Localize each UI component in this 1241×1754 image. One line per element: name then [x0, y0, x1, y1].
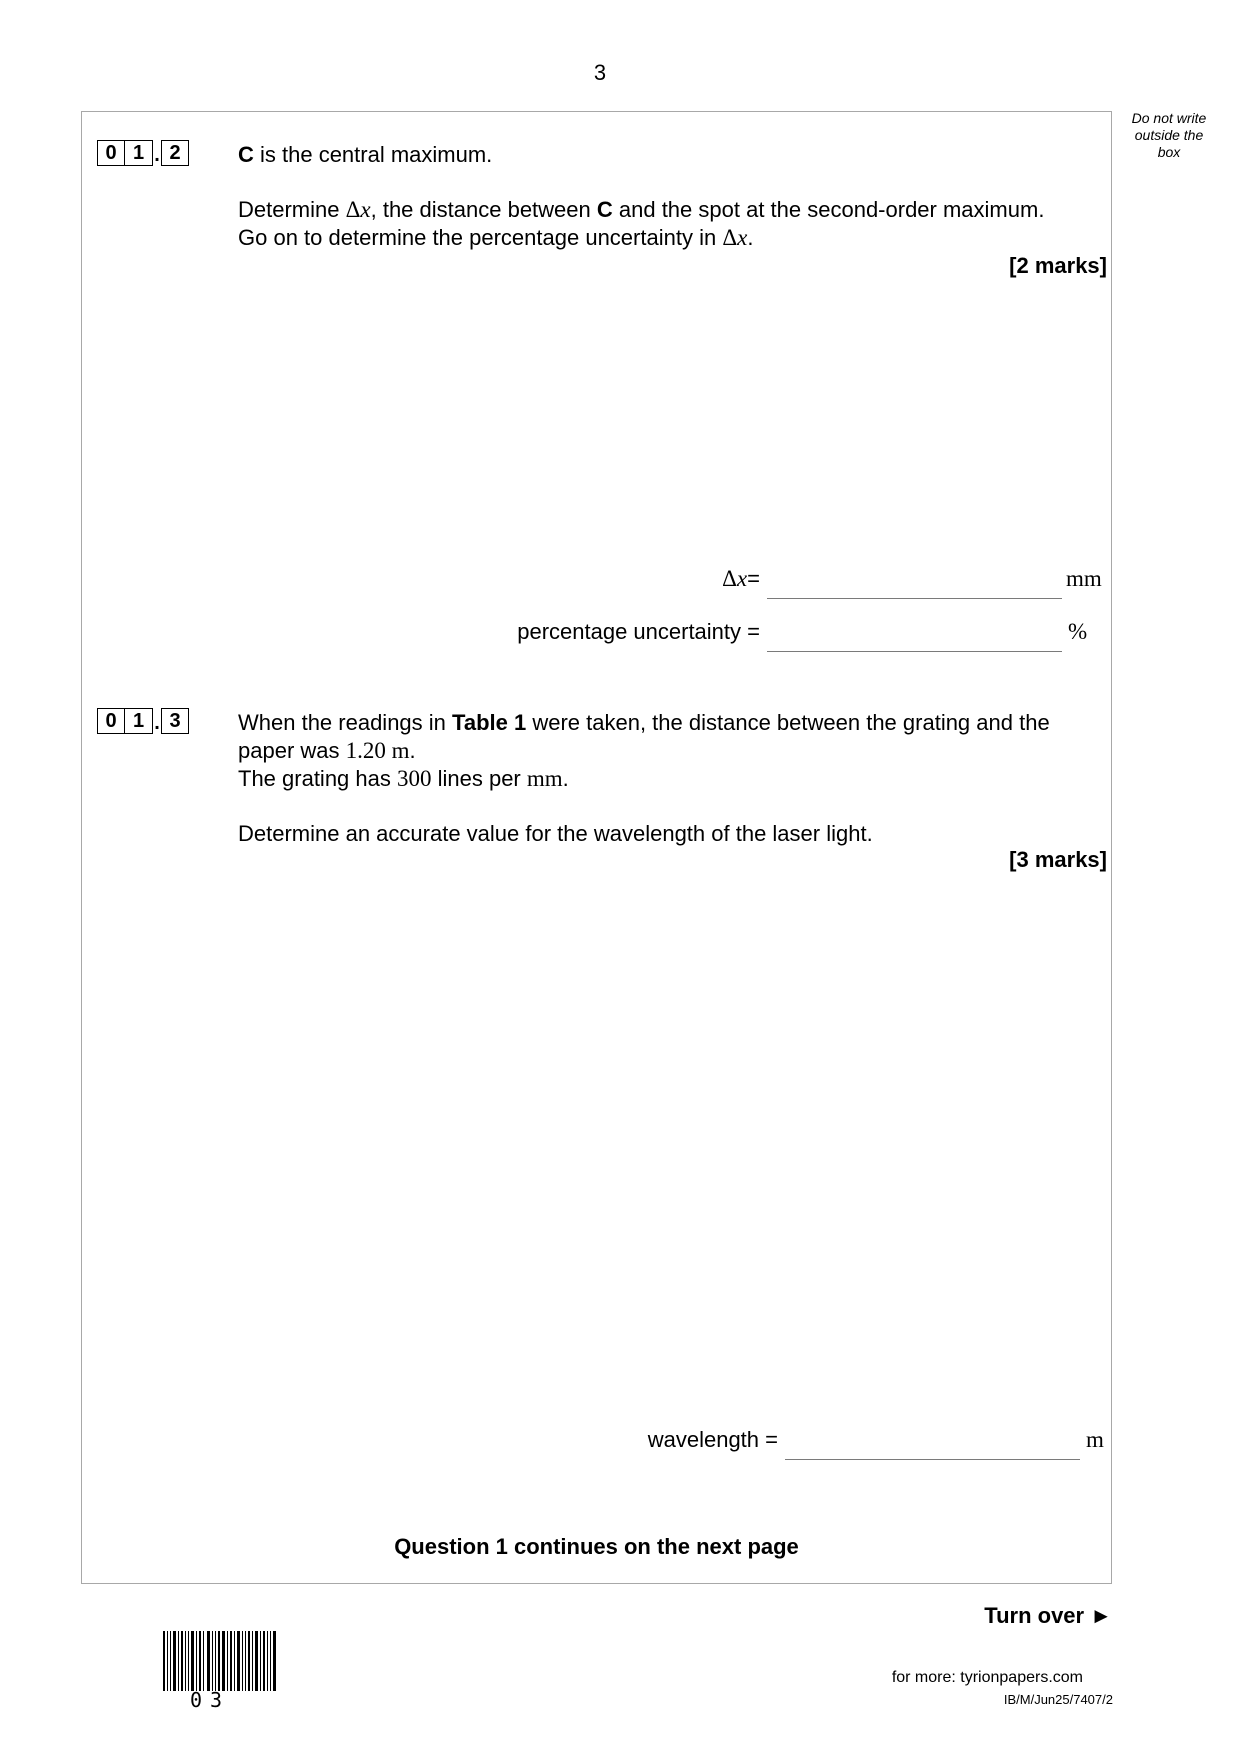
delta-x-label: [600, 566, 760, 592]
q013-text: paper was: [238, 738, 346, 763]
q012-delta: Δ: [722, 225, 738, 250]
delta-x-answer-line[interactable]: [767, 572, 1062, 599]
equals-text: =: [747, 566, 760, 591]
q013-text: were taken, the distance between the grating and the: [526, 710, 1050, 735]
delta-symbol: Δ: [722, 566, 737, 591]
q012-line-2: [238, 196, 1044, 224]
percentage-unit: %: [1068, 619, 1088, 644]
q013-text: lines per: [431, 766, 527, 791]
wavelength-label: wavelength =: [647, 1427, 778, 1452]
turn-over-label: Turn over ►: [984, 1603, 1112, 1628]
barcode-digits: 03: [190, 1688, 231, 1712]
q013-text: .: [562, 766, 569, 791]
q013-lines-value: 300: [396, 766, 432, 791]
question-digit: 3: [161, 708, 189, 734]
margin-note: [1128, 110, 1210, 161]
question-digit: 2: [161, 140, 189, 166]
page-number: 3: [593, 60, 607, 85]
q012-bold-c: C: [596, 197, 613, 222]
q013-text: The grating has: [238, 766, 397, 791]
question-digit: 0: [97, 140, 125, 166]
question-number-01-2: [97, 140, 189, 166]
source-note: for more: tyrionpapers.com: [891, 1669, 1083, 1686]
q012-delta: Δ: [345, 197, 361, 222]
q012-text: Go on to determine the percentage uncertainty in: [238, 225, 723, 250]
q012-bold-c: C: [238, 142, 254, 167]
question-dot: .: [154, 712, 160, 734]
q013-text: .: [409, 738, 416, 763]
percentage-uncertainty-label: percentage uncertainty =: [517, 619, 760, 644]
q012-text: , the distance between: [370, 197, 597, 222]
x-symbol: x: [736, 566, 748, 591]
margin-note-line: box: [1157, 144, 1181, 160]
question-dot: .: [154, 144, 160, 166]
question-number-01-3: [97, 708, 189, 734]
q012-x: x: [360, 197, 371, 222]
q012-text: .: [747, 225, 754, 250]
q012-x: x: [737, 225, 748, 250]
margin-note-line: Do not write: [1131, 110, 1207, 126]
q013-line-4: Determine an accurate value for the wavelength of the laser light.: [238, 821, 873, 846]
delta-x-unit: mm: [1066, 566, 1102, 591]
question-continues-note: Question 1 continues on the next page: [394, 1534, 799, 1559]
q013-line-2: [238, 737, 416, 765]
q012-marks: [2 marks]: [1009, 253, 1107, 278]
q012-line-1: [238, 141, 492, 169]
question-digit: 1: [125, 708, 153, 734]
q012-text: Determine: [238, 197, 346, 222]
q013-line-1: [238, 709, 1050, 737]
q012-text: is the central maximum.: [253, 142, 493, 167]
q013-distance-value: 1.20 m: [345, 738, 410, 763]
wavelength-unit: m: [1086, 1427, 1104, 1452]
barcode-image: [163, 1631, 277, 1691]
q013-unit: mm: [526, 766, 563, 791]
q013-marks: [3 marks]: [1009, 847, 1107, 872]
wavelength-answer-line[interactable]: [785, 1433, 1080, 1460]
question-digit: 0: [97, 708, 125, 734]
percentage-uncertainty-answer-line[interactable]: [767, 625, 1062, 652]
q013-line-3: [238, 765, 569, 793]
q012-line-3: [238, 224, 753, 252]
margin-note-line: outside the: [1134, 127, 1204, 143]
question-digit: 1: [125, 140, 153, 166]
q013-text: When the readings in: [238, 710, 453, 735]
q013-bold-table: Table 1: [452, 710, 527, 735]
paper-code: IB/M/Jun25/7407/2: [1003, 1692, 1113, 1707]
q012-text: and the spot at the second-order maximum.: [612, 197, 1045, 222]
